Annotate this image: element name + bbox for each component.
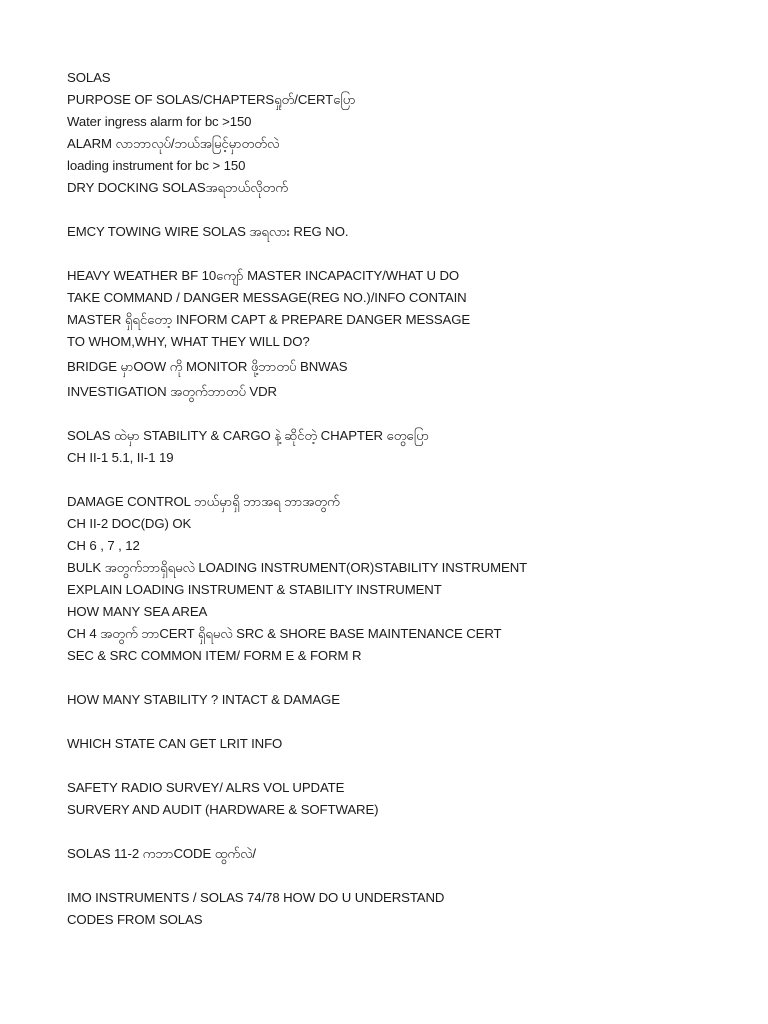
text-line: TAKE COMMAND / DANGER MESSAGE(REG NO.)/INFO CONTAIN bbox=[67, 290, 467, 305]
text-line: IMO INSTRUMENTS / SOLAS 74/78 HOW DO U UNDERSTAND bbox=[67, 890, 445, 905]
blank-line bbox=[67, 821, 747, 843]
blank-line bbox=[67, 469, 747, 491]
text-line: loading instrument for bc > 150 bbox=[67, 158, 246, 173]
text-line: SAFETY RADIO SURVEY/ ALRS VOL UPDATE bbox=[67, 780, 345, 795]
text-line: CH II-2 DOC(DG) OK bbox=[67, 516, 192, 531]
text-line: BRIDGE မှာOOW ကို MONITOR ဖို့ဘာတပ် BNWAS bbox=[67, 359, 348, 374]
text-line: HOW MANY SEA AREA bbox=[67, 604, 208, 619]
text-line: WHICH STATE CAN GET LRIT INFO bbox=[67, 736, 283, 751]
blank-line bbox=[67, 667, 747, 689]
text-line: HEAVY WEATHER BF 10ကျော် MASTER INCAPACITY/WHAT U DO bbox=[67, 268, 460, 283]
blank-line bbox=[67, 199, 747, 221]
blank-line bbox=[67, 865, 747, 887]
text-line: DRY DOCKING SOLASအရဘယ်လိုတက် bbox=[67, 180, 289, 195]
text-line: PURPOSE OF SOLAS/CHAPTERSရှုတ်/CERTပြော bbox=[67, 92, 356, 107]
text-line: SURVERY AND AUDIT (HARDWARE & SOFTWARE) bbox=[67, 802, 379, 817]
text-line: BULK အတွက်ဘာရှိရမလဲ LOADING INSTRUMENT(OR)STABILITY INSTRUMENT bbox=[67, 560, 528, 575]
text-line: SEC & SRC COMMON ITEM/ FORM E & FORM R bbox=[67, 648, 362, 663]
text-line: EMCY TOWING WIRE SOLAS အရလား REG NO. bbox=[67, 224, 349, 239]
text-line: SOLAS ထဲမှာ STABILITY & CARGO နဲ့ ဆိုင်တဲ့ CHAPTER တွေပြော bbox=[67, 428, 429, 443]
blank-line bbox=[67, 711, 747, 733]
text-line: TO WHOM,WHY, WHAT THEY WILL DO? bbox=[67, 334, 310, 349]
text-line: CH 6 , 7 , 12 bbox=[67, 538, 140, 553]
text-line: CODES FROM SOLAS bbox=[67, 912, 203, 927]
text-line: SOLAS 11-2 ကဘာCODE ထွက်လဲ/ bbox=[67, 846, 256, 861]
text-line: EXPLAIN LOADING INSTRUMENT & STABILITY INSTRUMENT bbox=[67, 582, 442, 597]
text-line: DAMAGE CONTROL ဘယ်မှာရှိ ဘာအရ ဘာအတွက် bbox=[67, 494, 340, 509]
blank-line bbox=[67, 755, 747, 777]
text-line: SOLAS bbox=[67, 70, 111, 85]
text-line: CH 4 အတွက် ဘာCERT ရှိရမလဲ SRC & SHORE BASE MAINTENANCE CERT bbox=[67, 626, 502, 641]
text-line: CH II-1 5.1, II-1 19 bbox=[67, 450, 174, 465]
blank-line bbox=[67, 403, 747, 425]
text-line: MASTER ရှိရင်တော့ INFORM CAPT & PREPARE DANGER MESSAGE bbox=[67, 312, 471, 327]
text-line: INVESTIGATION အတွက်ဘာတပ် VDR bbox=[67, 384, 277, 399]
document-body bbox=[67, 67, 747, 931]
text-line: Water ingress alarm for bc >150 bbox=[67, 114, 252, 129]
text-line: HOW MANY STABILITY ? INTACT & DAMAGE bbox=[67, 692, 340, 707]
blank-line bbox=[67, 243, 747, 265]
text-line: ALARM လာဘာလုပ်/ဘယ်အမြင့်မှာတတ်လဲ bbox=[67, 136, 280, 151]
